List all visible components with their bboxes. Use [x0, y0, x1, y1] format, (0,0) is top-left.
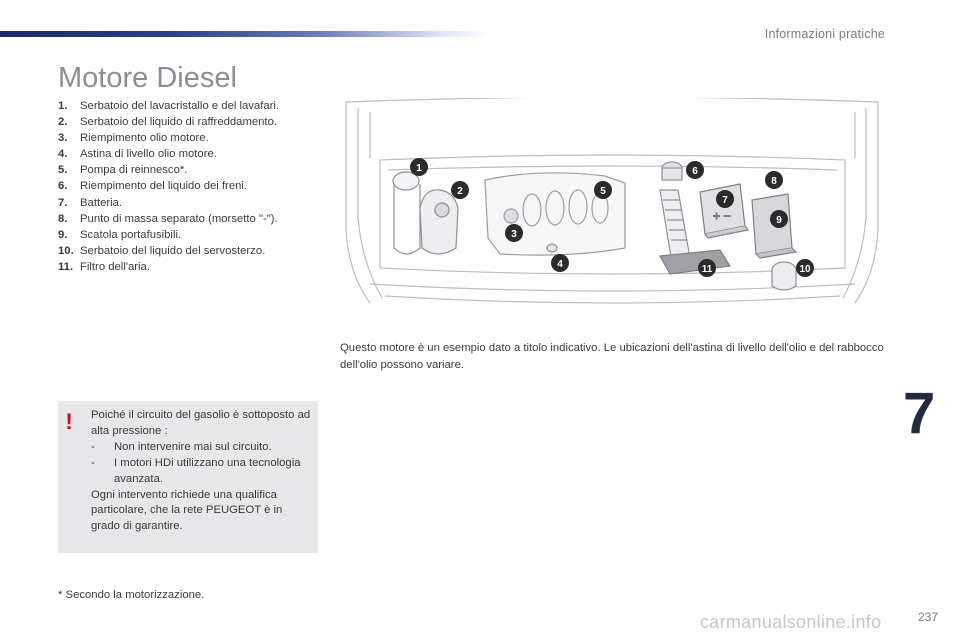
bullet-dash: - [91, 440, 95, 453]
item-label: Riempimento del liquido dei freni. [80, 180, 248, 193]
item-number: 3. [58, 132, 68, 145]
callout-8 [765, 171, 783, 189]
svg-text:4: 4 [557, 259, 563, 270]
svg-text:+ −: + − [713, 209, 731, 223]
list-item [58, 259, 338, 275]
svg-text:2: 2 [457, 186, 463, 197]
callout-1 [410, 158, 428, 176]
section-title: Informazioni pratiche [764, 27, 885, 41]
warning-text [91, 408, 313, 535]
svg-text:5: 5 [600, 186, 606, 197]
list-item [58, 178, 338, 194]
bullet-text: Non intervenire mai sul circuito. [114, 440, 272, 453]
watermark: carmanualsonline.info [700, 612, 882, 632]
list-item [58, 162, 338, 178]
callout-2 [451, 181, 469, 199]
callout-4 [551, 254, 569, 272]
page-number: 237 [918, 610, 939, 624]
list-item [58, 227, 338, 243]
item-number: 1. [58, 100, 68, 112]
svg-text:10: 10 [799, 264, 811, 275]
warning-bullet [91, 456, 313, 488]
item-label: Batteria. [80, 196, 123, 209]
item-number: 4. [58, 148, 68, 161]
footnote: * Secondo la motorizzazione. [58, 589, 205, 601]
svg-text:11: 11 [701, 264, 713, 275]
svg-text:3: 3 [511, 229, 517, 240]
item-number: 11. [58, 260, 74, 273]
callout-10 [796, 259, 814, 277]
warning-box [58, 401, 318, 553]
list-item [58, 146, 338, 162]
warning-outro: Ogni intervento richiede una qualifica particolare, che la rete PEUGEOT è in grado di garantire. [91, 488, 283, 533]
svg-text:8: 8 [771, 176, 777, 187]
item-number: 9. [58, 228, 68, 241]
list-item [58, 195, 338, 211]
header-accent-bar [0, 31, 490, 37]
item-number: 6. [58, 180, 68, 193]
warning-intro: Poiché il circuito del gasolio è sottoposto ad alta pressione : [91, 409, 311, 437]
item-label: Serbatoio del lavacristallo e del lavafari. [80, 100, 280, 112]
item-number: 10. [58, 244, 74, 257]
svg-text:7: 7 [722, 195, 728, 206]
exclamation-icon: ! [65, 409, 73, 434]
callout-6 [686, 161, 704, 179]
item-label: Pompa di reinnesco*. [80, 164, 188, 177]
callout-11 [698, 259, 716, 277]
item-label: Riempimento olio motore. [80, 132, 209, 145]
item-label: Serbatoio del liquido di raffreddamento. [80, 116, 277, 129]
chapter-number: 7 [903, 381, 936, 446]
engine-bay-illustration [340, 98, 885, 306]
item-label: Astina di livello olio motore. [80, 148, 217, 161]
item-label: Scatola portafusibili. [80, 228, 182, 241]
item-label: Punto di massa separato (morsetto "-"). [80, 212, 278, 225]
list-item [58, 243, 338, 259]
list-item [58, 114, 338, 130]
callout-7 [716, 190, 734, 208]
item-number: 2. [58, 116, 68, 129]
item-label: Serbatoio del liquido del servosterzo. [80, 244, 266, 257]
svg-text:6: 6 [692, 166, 698, 177]
warning-bullet [91, 440, 313, 456]
callout-3 [505, 224, 523, 242]
callout-5 [594, 181, 612, 199]
illustration-caption: Questo motore è un esempio dato a titolo indicativo. Le ubicazioni dell'astina di livello dell'olio e del rabbocco dell'olio possono variare. [340, 342, 884, 371]
list-item [58, 211, 338, 227]
list-item [58, 130, 338, 146]
bullet-text: I motori HDi utilizzano una tecnologia avanzata. [114, 456, 301, 485]
svg-text:9: 9 [776, 215, 782, 226]
item-number: 8. [58, 212, 68, 225]
page-title: Motore Diesel [58, 62, 237, 94]
list-item [58, 98, 338, 114]
callout-9 [770, 210, 788, 228]
item-number: 7. [58, 196, 68, 209]
bullet-dash: - [91, 456, 95, 469]
svg-text:1: 1 [416, 163, 422, 174]
item-label: Filtro dell'aria. [80, 260, 150, 273]
parts-list [58, 98, 338, 275]
item-number: 5. [58, 164, 68, 177]
